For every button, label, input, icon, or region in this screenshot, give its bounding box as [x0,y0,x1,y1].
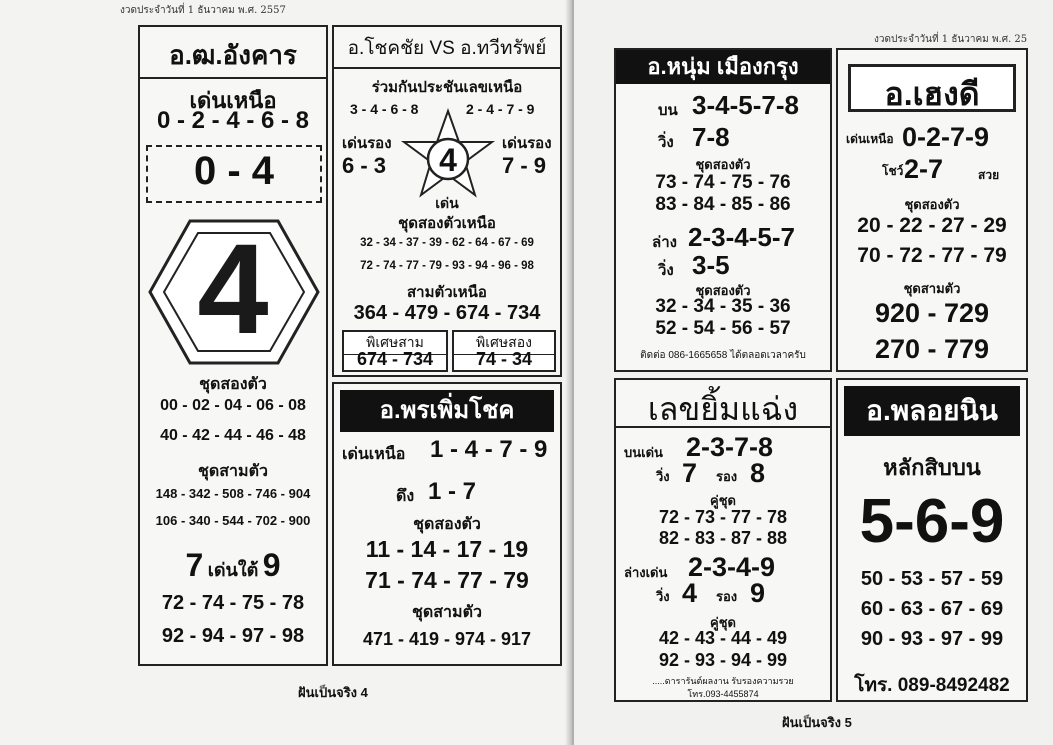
two-digit-north-row: 32 - 34 - 37 - 39 - 62 - 64 - 67 - 69 [360,237,534,249]
two-digit-north-row: 72 - 74 - 77 - 79 - 93 - 94 - 96 - 98 [360,260,534,272]
three-digit-north-label: สามตัวเหนือ [407,284,487,301]
sub-left-nums: 6 - 3 [342,153,387,178]
south-pair [140,545,326,592]
run-label: วิ่ง [658,134,674,151]
two-digit-row: 11 - 14 - 17 - 19 [365,536,529,562]
low-run-mid: รอง [716,589,738,604]
low-pair-row: 42 - 43 - 44 - 49 [658,628,788,648]
column-angkarn [138,25,328,666]
number-row: 90 - 93 - 97 - 99 [860,628,1004,650]
two-digit-label: ชุดสองตัว [199,376,267,393]
lead-numbers: 0 - 2 - 4 - 6 - 8 [156,107,310,134]
low-run-numbers: 3-5 [692,250,730,280]
number-row: 60 - 63 - 67 - 69 [860,598,1004,620]
right-set: 2 - 4 - 7 - 9 [466,101,535,117]
lead-numbers: 1 - 4 - 7 - 9 [430,436,548,463]
show-suffix: สวย [978,168,1000,182]
special-three-label: พิเศษสาม [344,332,446,355]
right-header-date: งวดประจำวันที่ 1 ธันวาคม พ.ศ. 25 [874,34,1028,45]
south-row: 92 - 94 - 97 - 98 [161,625,305,647]
three-digit-north-row: 364 - 479 - 674 - 734 [353,302,541,324]
top-numbers: 3-4-5-7-8 [692,90,799,120]
subtitle: หลักสิบบน [883,455,981,480]
box-title-frame [848,64,1016,112]
show-numbers: 2-7 [904,154,944,184]
low-set-row: 52 - 54 - 56 - 57 [655,318,791,339]
two-digit-label: ชุดสองตัว [413,516,481,533]
top-numbers: 2-3-7-8 [686,432,774,462]
three-digit-row: 106 - 340 - 544 - 702 - 900 [155,513,311,528]
sub-left-label: เด่นรอง [342,135,392,152]
low-run-a: 4 [682,578,698,608]
lead-label: เด่นเหนือ [189,88,277,113]
two-digit-row: 40 - 42 - 44 - 46 - 48 [160,427,306,444]
top-label: บนเด่น [624,445,663,460]
low-numbers: 2-3-4-5-7 [688,222,795,252]
big-digit: 4 [197,218,269,361]
low-set-row: 32 - 34 - 35 - 36 [655,296,791,317]
three-label: ชุดสามตัว [903,281,961,296]
box-hengdee [836,48,1028,372]
south-pair-b: 9 [262,547,281,583]
south-pair-a: 7 [185,547,204,583]
contact-line: ติดต่อ 086-1665658 ได้ตลอดเวลาครับ [640,350,806,361]
sub-right-label: เด่นรอง [502,135,552,152]
low-pair-label: คู่ชุด [710,615,736,630]
column-chokchai-vs-taweesap [332,25,562,377]
run-mid: รอง [716,469,738,484]
box-ploynin [836,378,1028,702]
pair-label: คู่ชุด [710,493,736,508]
low-numbers: 2-3-4-9 [688,552,776,582]
special-three-box [342,330,448,372]
number-row: 50 - 53 - 57 - 59 [860,568,1004,590]
column-pornpermchok [332,382,562,666]
dashed-box [146,145,322,203]
two-digit-north-label: ชุดสองตัวเหนือ [398,215,496,232]
sub-right-nums: 7 - 9 [502,153,547,178]
column-title: อ.โชคชัย VS อ.ทวีทรัพย์ [334,33,560,69]
star-label: เด่น [435,195,459,211]
three-digit-row: 148 - 342 - 508 - 746 - 904 [155,486,311,501]
low-run-b: 9 [750,578,766,608]
box-lek-yim-chaeng [614,378,832,702]
lead-label: เด่นเหนือ [846,132,894,146]
run-a: 7 [682,458,698,488]
phone-line: โทร. 089-8492482 [854,675,1010,696]
phone-line: โทร.093-4455874 [687,689,759,699]
left-set: 3 - 4 - 6 - 8 [350,101,419,117]
lead-numbers: 0-2-7-9 [902,122,990,152]
south-pair-label: เด่นใต้ [207,560,259,580]
three-row: 920 - 729 [874,298,990,328]
three-row: 270 - 779 [874,334,990,364]
south-row: 72 - 74 - 75 - 78 [161,592,305,614]
set-label: ชุดสองตัว [695,157,751,172]
right-page [574,0,1053,745]
low-label: ล่างเด่น [624,565,668,580]
special-three-nums: 674 - 734 [356,349,434,369]
box-title: เลขยิ้มแฉ่ง [616,384,830,428]
low-run-label: วิ่ง [658,262,674,279]
set-label: ชุดสองตัว [904,197,960,212]
pair-row: 72 - 73 - 77 - 78 [658,507,788,527]
three-digit-label: ชุดสามตัว [412,604,482,621]
run-label: วิ่ง [656,469,670,484]
left-footer: ฝันเป็นจริง 4 [298,685,368,700]
low-pair-row: 92 - 93 - 94 - 99 [658,650,788,670]
two-digit-row: 71 - 74 - 77 - 79 [365,567,529,593]
big-numbers: 5-6-9 [859,487,1005,556]
dashed-pair: 0 - 4 [193,149,275,193]
low-set-label: ชุดสองตัว [695,283,751,298]
pull-label: ดึง [396,488,415,505]
special-two-nums: 74 - 34 [475,349,533,369]
column-title: อ.ฒ.อังคาร [140,35,326,79]
three-digit-row: 471 - 419 - 974 - 917 [362,629,532,649]
box-title: อ.พลอยนิน [844,386,1020,436]
two-digit-row: 00 - 02 - 04 - 06 - 08 [160,397,306,414]
pull-numbers: 1 - 7 [428,478,477,505]
pair-row: 82 - 83 - 87 - 88 [658,528,788,548]
set-row: 73 - 74 - 75 - 76 [655,172,791,193]
guarantee-line: .....ดารารันต์ผลงาน รับรองความรวย [652,676,794,686]
left-header-date: งวดประจำวันที่ 1 ธันวาคม พ.ศ. 2557 [120,5,286,16]
top-label: บน [658,102,678,119]
run-numbers: 7-8 [692,122,730,152]
set-row: 70 - 72 - 77 - 79 [857,244,1007,267]
box-title: อ.เฮงดี [884,76,980,112]
low-run-label: วิ่ง [656,589,670,604]
box-title: อ.หนุ่ม เมืองกรุง [616,50,830,84]
lead-label: เด่นเหนือ [342,446,406,463]
low-label: ล่าง [652,234,677,251]
special-two-label: พิเศษสอง [454,332,554,355]
run-b: 8 [750,458,766,488]
set-row: 83 - 84 - 85 - 86 [655,194,791,215]
column-title: อ.พรเพิ่มโชค [340,390,554,432]
three-digit-label: ชุดสามตัว [198,463,268,480]
show-label: โชว์ [882,164,904,178]
box-num-muangkrung [614,48,832,372]
special-two-box [452,330,556,372]
subtitle: ร่วมกันประชันเลขเหนือ [371,79,523,96]
star-digit: 4 [439,142,457,178]
right-footer: ฝันเป็นจริง 5 [782,715,852,730]
set-row: 20 - 22 - 27 - 29 [857,214,1007,237]
